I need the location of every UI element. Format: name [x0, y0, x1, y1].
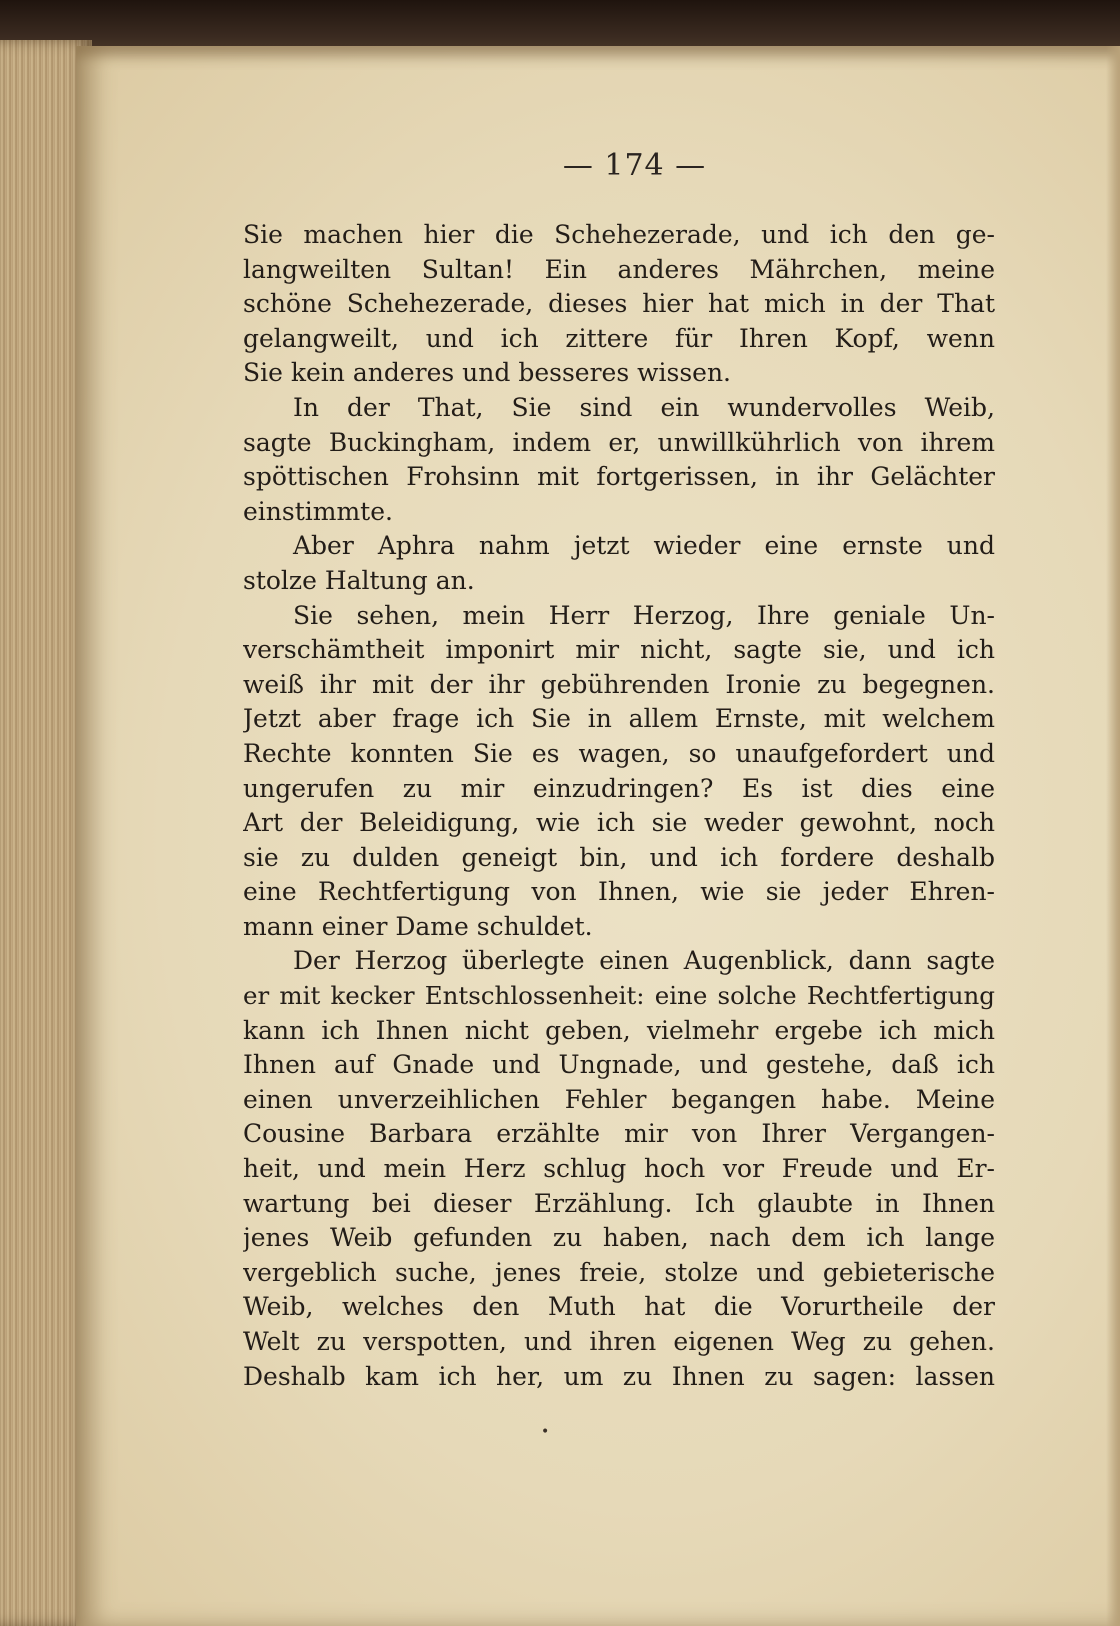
- text-line: Sie machen hier die Schehezerade, und ich den ge-: [243, 220, 995, 249]
- text-line: er mit kecker Entschlossenheit: eine solche Rechtfertigung: [243, 981, 995, 1011]
- text-line: einen unverzeihlichen Fehler begangen habe. Meine: [243, 1084, 995, 1114]
- text-line: sagte Buckingham, indem er, unwillkührlich von ihrem: [243, 427, 995, 457]
- text-line: vergeblich suche, jenes freie, stolze und gebieterische: [243, 1257, 995, 1287]
- text-line: verschämtheit imponirt mir nicht, sagte sie, und ich: [243, 635, 995, 665]
- text-line: heit, und mein Herz schlug hoch vor Freude und Er-: [243, 1154, 995, 1184]
- page-right-edge: [1106, 46, 1120, 1626]
- text-line: Der Herzog überlegte einen Augenblick, dann sagte: [293, 946, 995, 976]
- text-line: Sie kein anderes und besseres wissen.: [243, 358, 732, 388]
- text-line: gelangweilt, und ich zittere für Ihren Kopf, wenn: [243, 323, 995, 353]
- text-line: Jetzt aber frage ich Sie in allem Ernste, mit welchem: [243, 704, 995, 734]
- text-line: Welt zu verspotten, und ihren eigenen Weg zu gehen.: [243, 1327, 995, 1356]
- text-line: einstimmte.: [243, 496, 393, 526]
- text-line: kann ich Ihnen nicht geben, vielmehr ergebe ich mich: [243, 1015, 995, 1045]
- text-line: langweilten Sultan! Ein anderes Mährchen, meine: [243, 254, 995, 284]
- text-line: schöne Schehezerade, dieses hier hat mich in der That: [243, 289, 995, 319]
- text-line: stolze Haltung an.: [243, 565, 475, 595]
- page-number: — 174 —: [562, 148, 707, 183]
- text-line: Art der Beleidigung, wie ich sie weder gewohnt, noch: [243, 808, 995, 838]
- text-line: In der That, Sie sind ein wundervolles Weib,: [293, 392, 995, 422]
- text-line: eine Rechtfertigung von Ihnen, wie sie jeder Ehren-: [243, 877, 995, 907]
- text-line: Weib, welches den Muth hat die Vorurtheile der: [243, 1292, 995, 1322]
- text-line: Rechte konnten Sie es wagen, so unaufgefordert und: [243, 738, 995, 768]
- text-line: wartung bei dieser Erzählung. Ich glaubte in Ihnen: [243, 1188, 995, 1218]
- text-line: spöttischen Frohsinn mit fortgerissen, in ihr Gelächter: [243, 462, 995, 492]
- text-line: Sie sehen, mein Herr Herzog, Ihre geniale Un-: [293, 600, 995, 630]
- text-line: Aber Aphra nahm jetzt wieder eine ernste und: [293, 531, 995, 561]
- footer-mark: •: [541, 1424, 550, 1440]
- text-line: Cousine Barbara erzählte mir von Ihrer Vergangen-: [243, 1119, 995, 1149]
- text-line: Deshalb kam ich her, um zu Ihnen zu sagen: lassen: [243, 1361, 995, 1391]
- body-text: [243, 218, 995, 1394]
- text-line: ungerufen zu mir einzudringen? Es ist dies eine: [243, 773, 995, 803]
- book-cover-top: [0, 0, 1120, 52]
- text-line: Ihnen auf Gnade und Ungnade, und gestehe, daß ich: [243, 1050, 995, 1080]
- text-line: mann einer Dame schuldet.: [243, 911, 593, 941]
- text-line: sie zu dulden geneigt bin, und ich fordere deshalb: [243, 842, 995, 872]
- text-line: jenes Weib gefunden zu haben, nach dem ich lange: [243, 1223, 995, 1253]
- text-line: weiß ihr mit der ihr gebührenden Ironie zu begegnen.: [243, 669, 995, 699]
